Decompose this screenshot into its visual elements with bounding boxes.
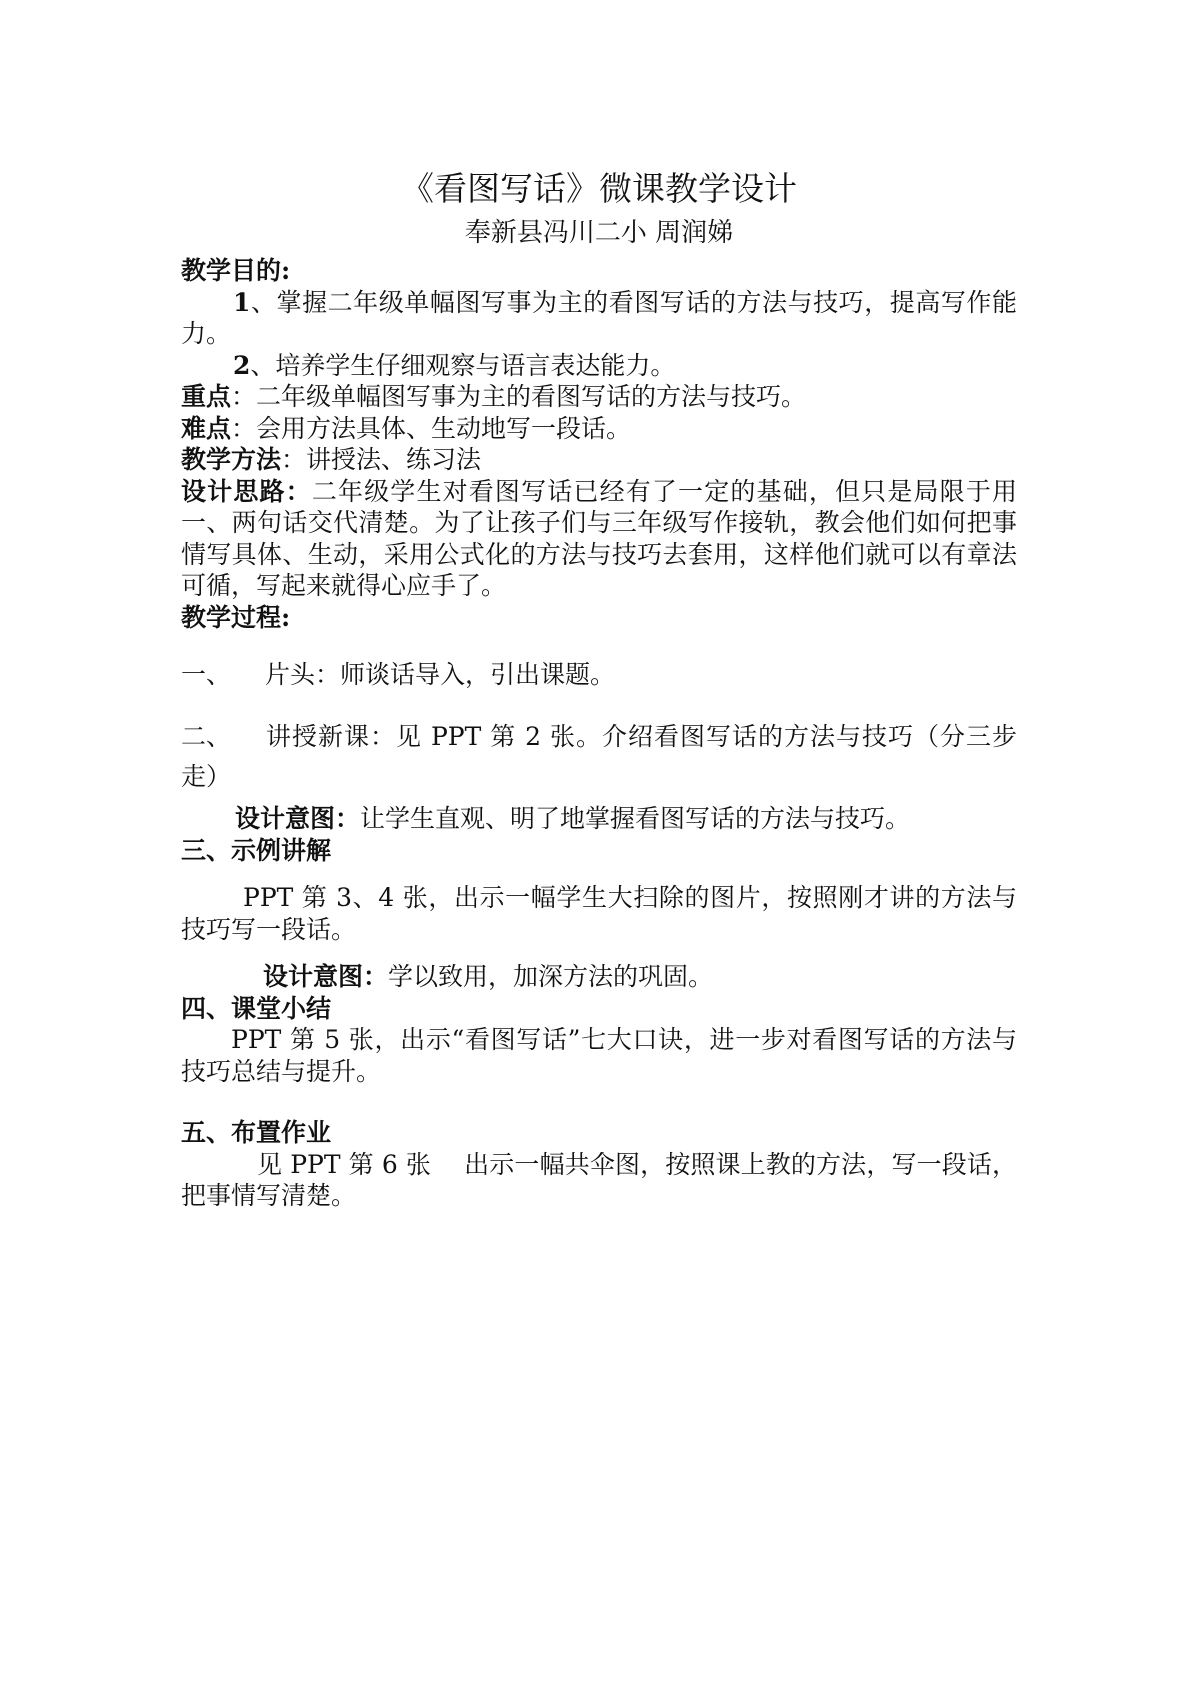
process-step-5-text: 见 PPT 第 6 张 出示一幅共伞图，按照课上教的方法，写一段话，把事情写清楚。 [181,1149,1017,1210]
teaching-method-text: 讲授法、练习法 [306,445,482,474]
teaching-method-label: 教学方法 [181,445,282,474]
process-step-2-text: 讲授新课：见 PPT 第 2 张。介绍看图写话的方法与技巧（分三步走） [181,722,1017,791]
difficulty-colon: ： [231,413,257,443]
process-step-5-heading: 五、布置作业 [181,1118,332,1147]
design-idea-text: 二年级学生对看图写话已经有了一定的基础，但只是局限于用一、两句话交代清楚。为了让孩子们与三年级写作接轨，教会他们如何把事情写具体、生动，采用公式化的方法与技巧去套用，这样他们就可以有章法可循，写起来就得心应手了。 [181,476,1017,600]
process-step-4-heading: 四、课堂小结 [181,993,332,1023]
process-step-2-intent-label: 设计意图： [235,804,361,833]
teaching-method [181,444,1017,476]
process-step-1 [181,655,1017,695]
objective-item-2-number: 2 [233,350,251,380]
objective-item-1 [181,287,1017,350]
document-author: 奉新县冯川二小 周润娣 [464,218,734,248]
process-step-3-intent-label: 设计意图： [263,962,389,991]
process-step-3-text: PPT 第 3、4 张，出示一幅学生大扫除的图片，按照刚才讲的方法与技巧写一段话。 [181,883,1017,944]
document-body [181,165,1017,1212]
key-point-colon: ： [231,382,257,411]
difficulty-text: 会用方法具体、生动地写一段话。 [256,413,632,443]
design-idea-label: 设计思路： [181,476,312,506]
key-point-text: 二年级单幅图写事为主的看图写话的方法与技巧。 [256,382,807,411]
document-title: 《看图写话》微课教学设计 [401,169,797,208]
objective-item-2 [181,350,1017,382]
key-point [181,381,1017,413]
process-heading: 教学过程: [181,602,291,632]
process-step-2-number: 二、 [181,722,232,751]
process-step-3-intent [181,961,1017,993]
process-step-2-intent-text: 让学生直观、明了地掌握看图写话的方法与技巧。 [360,804,911,833]
process-step-3-intent-text: 学以致用，加深方法的巩固。 [388,962,714,991]
design-idea [181,476,1017,602]
process-step-3-heading: 三、示例讲解 [181,835,332,865]
process-step-4-text: PPT 第 5 张，出示“看图写话”七大口诀，进一步对看图写话的方法与技巧总结与提升。 [181,1025,1017,1086]
objective-item-1-text: 、掌握二年级单幅图写事为主的看图写话的方法与技巧，提高写作能力。 [181,287,1017,348]
objectives-heading: 教学目的: [181,256,291,285]
key-point-label: 重点 [181,382,232,411]
objective-item-1-number: 1 [233,287,251,317]
process-step-2-intent [181,803,1017,835]
difficulty-point [181,413,1017,445]
teaching-method-colon: ： [281,445,307,474]
difficulty-label: 难点 [181,413,232,443]
process-step-2 [181,717,1017,797]
objective-item-2-text: 、培养学生仔细观察与语言表达能力。 [250,350,676,380]
process-step-1-text: 片头：师谈话导入，引出课题。 [265,660,616,689]
process-step-1-number: 一、 [181,660,232,689]
